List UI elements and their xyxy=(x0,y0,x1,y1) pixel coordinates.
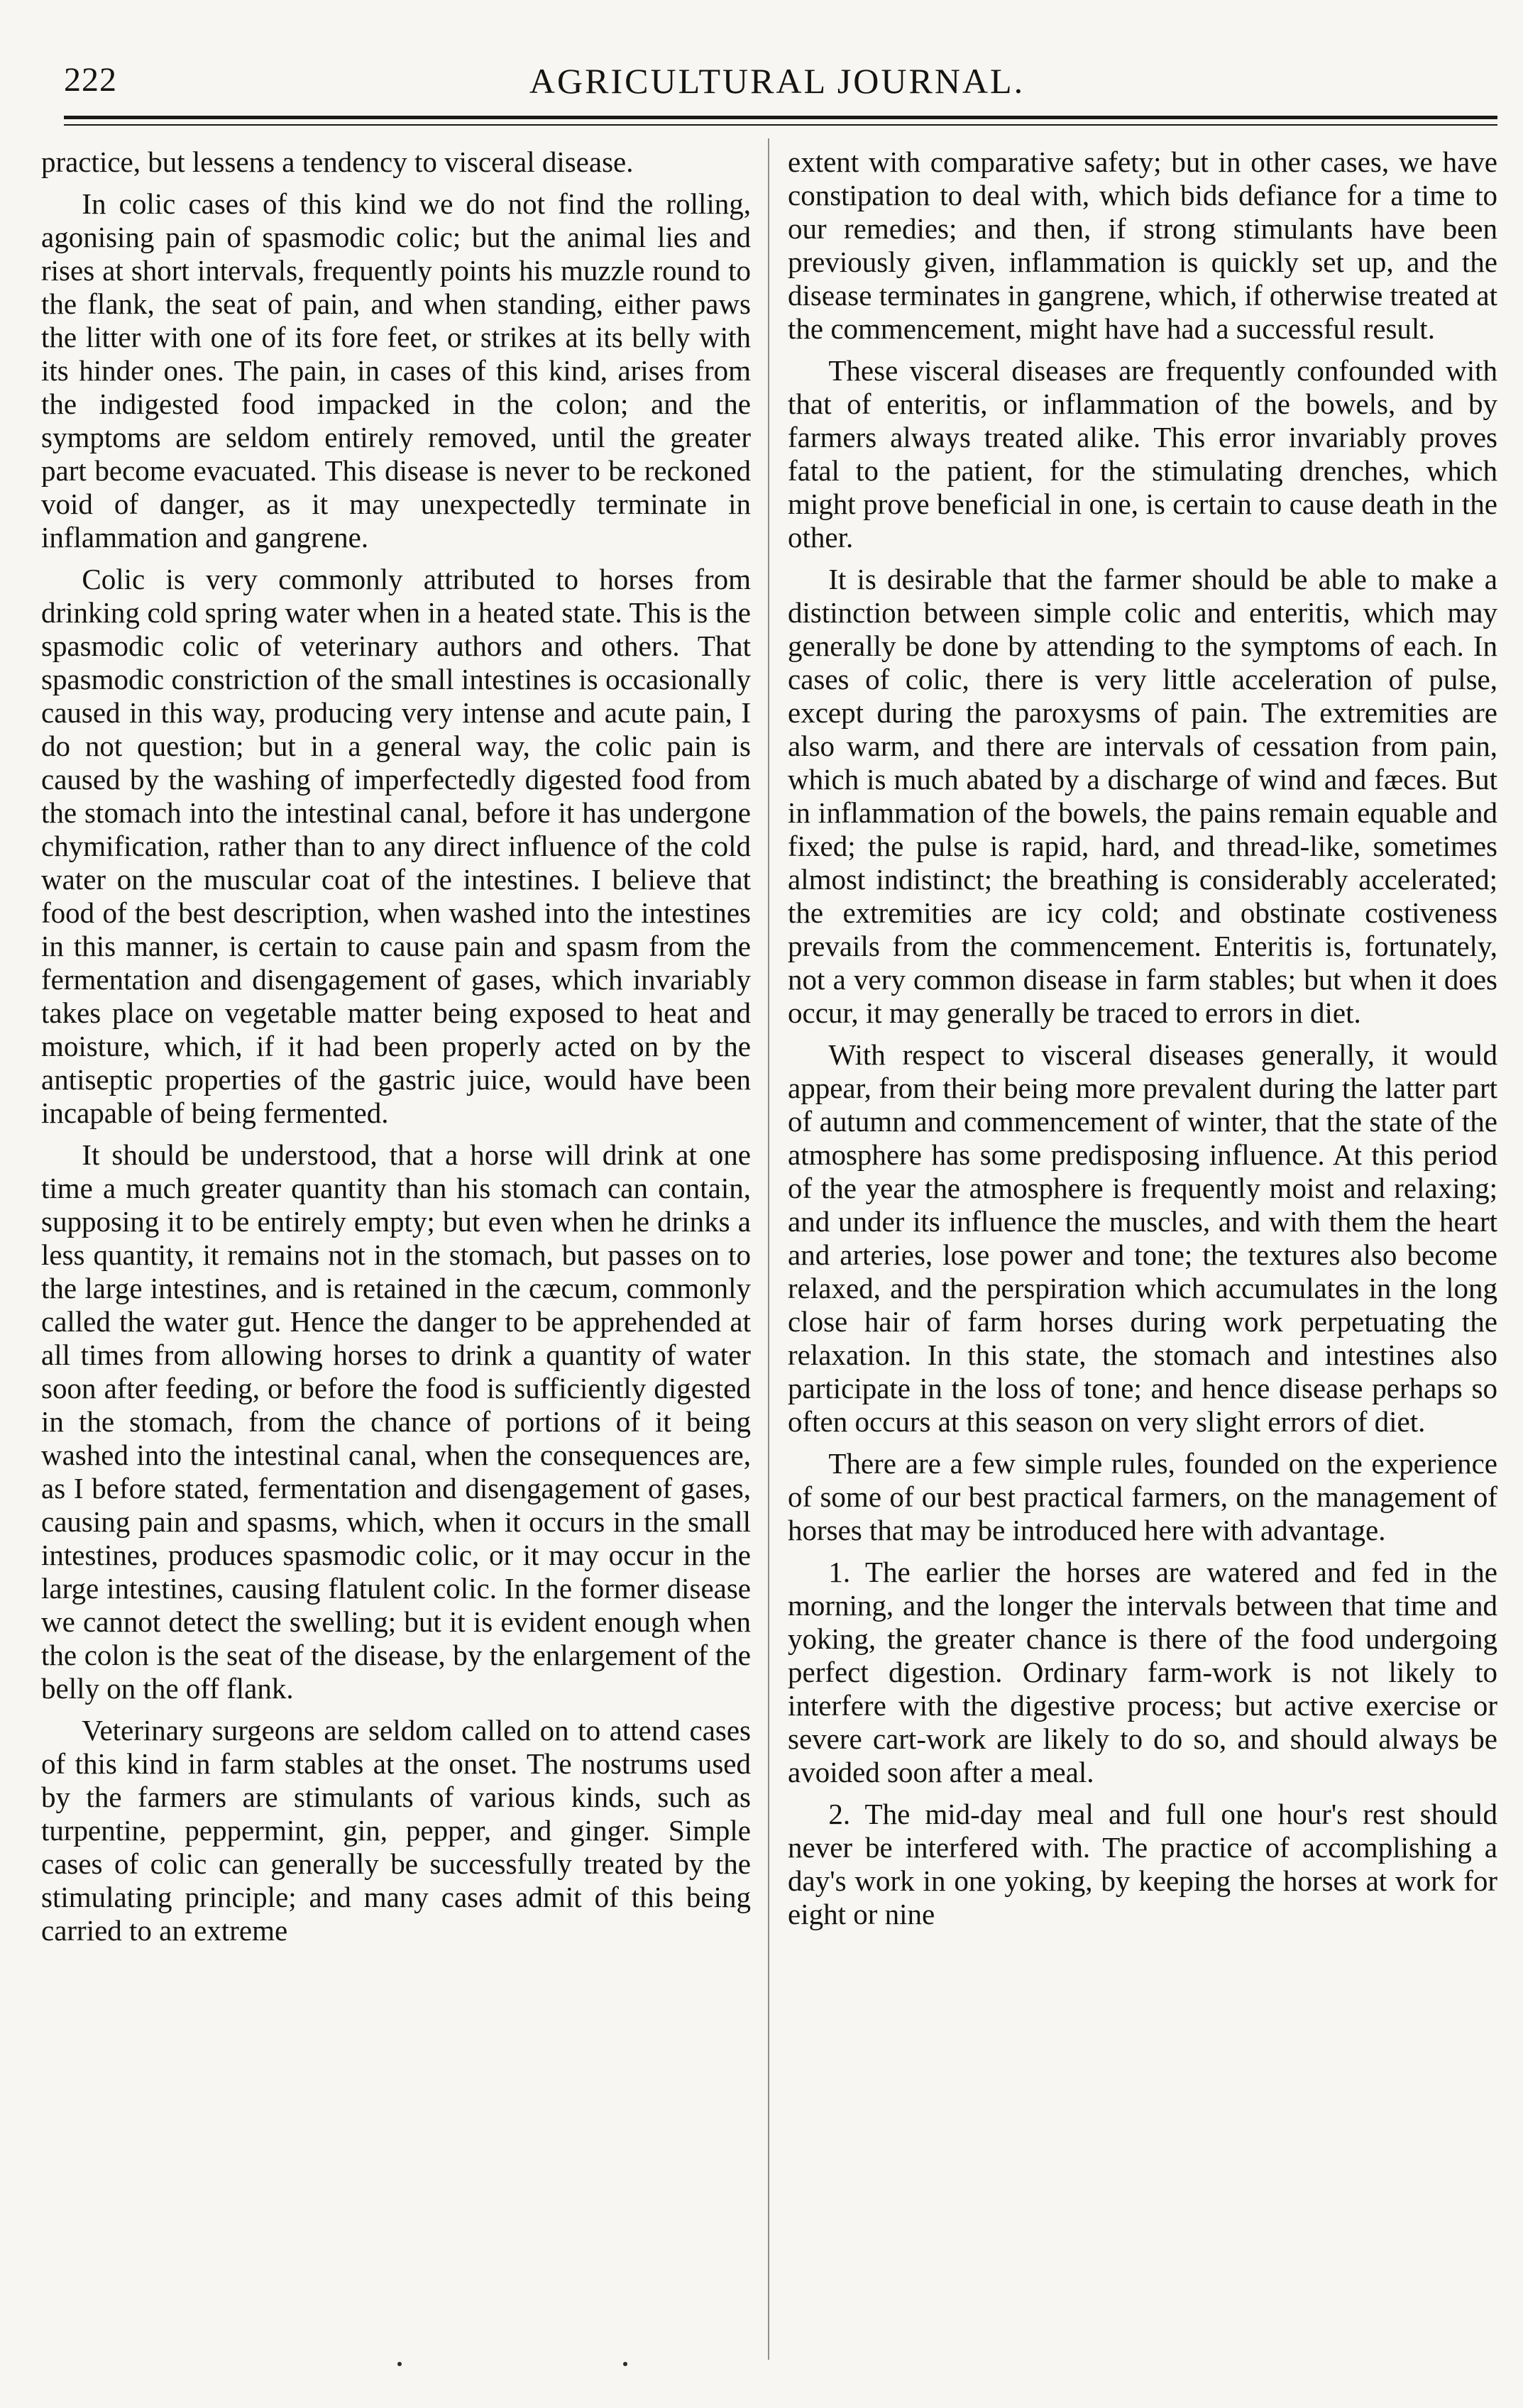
running-title: AGRICULTURAL JOURNAL. xyxy=(529,61,1026,101)
paragraph: Colic is very commonly attributed to horses from drinking cold spring water when in a heated state. This is the spasmodic colic of veterinary authors and others. That spasmodic constriction of the small intestines is occasionally caused in this way, producing very intense and acute pain, I do not question; but in a general way, the colic pain is caused by the washing of imperfectedly digested food from the stomach into the intestinal canal, before it has undergone chymification, rather than to any direct influence of the cold water on the muscular coat of the intestines. I believe that food of the best description, when washed into the intestines in this manner, is certain to cause pain and spasm from the fermentation and disengagement of gases, which invariably takes place on vegetable matter being exposed to heat and moisture, which, if it had been properly acted on by the antiseptic properties of the gastric juice, would have been incapable of being fermented. xyxy=(41,563,751,1129)
header-rule-thin xyxy=(64,124,1497,126)
paragraph: 1. The earlier the horses are watered and fed in the morning, and the longer the intervals between that time and yoking, the greater chance is there of the food undergoing perfect digestion. Ordinary farm-work is not likely to interfere with the digestive process; but active exercise or severe cart-work are likely to do so, and should always be avoided soon after a meal. xyxy=(788,1556,1497,1788)
paragraph: These visceral diseases are frequently confounded with that of enteritis, or inflammation of the bowels, and by farmers always treated alike. This error invariably proves fatal to the patient, for the stimulating drenches, which might prove beneficial in one, is certain to cause death in the other. xyxy=(788,354,1497,554)
page-header xyxy=(64,60,1490,117)
print-speck xyxy=(623,2362,627,2366)
paragraph: In colic cases of this kind we do not find the rolling, agonising pain of spasmodic colic; but the animal lies and rises at short intervals, frequently points his muzzle round to the flank, the seat of pain, and when standing, either paws the litter with one of its fore feet, or strikes at its belly with its hinder ones. The pain, in cases of this kind, arises from the indigested food impacked in the colon; and the symptoms are seldom entirely removed, until the greater part become evacuated. This disease is never to be reckoned void of danger, as it may unexpectedly terminate in inflammation and gangrene. xyxy=(41,187,751,554)
paragraph: 2. The mid-day meal and full one hour's rest should never be interfered with. The practice of accomplishing a day's work in one yoking, by keeping the horses at work for eight or nine xyxy=(788,1798,1497,1930)
column-divider xyxy=(768,138,769,2360)
paragraph: It is desirable that the farmer should be able to make a distinction between simple colic and enteritis, which may generally be done by attending to the symptoms of each. In cases of colic, there is very little acceleration of pulse, except during the paroxysms of pain. The extremities are also warm, and there are intervals of cessation from pain, which is much abated by a discharge of wind and fæces. But in inflammation of the bowels, the pains remain equable and fixed; the pulse is rapid, hard, and thread-like, sometimes almost indistinct; the breathing is considerably accelerated; the extremities are icy cold; and obstinate costiveness prevails from the commencement. Enteritis is, fortunately, not a very common disease in farm stables; but when it does occur, it may generally be traced to errors in diet. xyxy=(788,563,1497,1029)
paragraph: extent with comparative safety; but in other cases, we have constipation to deal with, which bids defiance for a time to our remedies; and then, if strong stimulants have been previously given, inflammation is quickly set up, and the disease terminates in gangrene, which, if otherwise treated at the commencement, might have had a successful result. xyxy=(788,145,1497,345)
paragraph: It should be understood, that a horse will drink at one time a much greater quantity than his stomach can contain, supposing it to be entirely empty; but even when he drinks a less quantity, it remains not in the stomach, but passes on to the large intestines, and is retained in the cæcum, commonly called the water gut. Hence the danger to be apprehended at all times from allowing horses to drink a quantity of water soon after feeding, or before the food is sufficiently digested in the stomach, from the chance of portions of it being washed into the intestinal canal, when the consequences are, as I before stated, fermentation and disengagement of gases, causing pain and spasms, which, when it occurs in the small intestines, produces spasmodic colic, or it may occur in the large intestines, causing flatulent colic. In the former disease we cannot detect the swelling; but it is evident enough when the colon is the seat of the disease, by the enlargement of the belly on the off flank. xyxy=(41,1138,751,1705)
paragraph: There are a few simple rules, founded on the experience of some of our best practical farmers, on the management of horses that may be introduced here with advantage. xyxy=(788,1447,1497,1546)
page-number: 222 xyxy=(64,61,117,99)
print-speck xyxy=(397,2362,402,2366)
left-column xyxy=(41,145,751,1956)
paragraph: Veterinary surgeons are seldom called on to attend cases of this kind in farm stables at the onset. The nostrums used by the farmers are stimulants of various kinds, such as turpentine, peppermint, gin, pepper, and ginger. Simple cases of colic can generally be successfully treated by the stimulating principle; and many cases admit of this being carried to an extreme xyxy=(41,1714,751,1947)
header-rule-thick xyxy=(64,116,1497,119)
paragraph: practice, but lessens a tendency to visceral disease. xyxy=(41,145,634,178)
paragraph: With respect to visceral diseases generally, it would appear, from their being more prevalent during the latter part of autumn and commencement of winter, that the state of the atmosphere has some predisposing influence. At this period of the year the atmosphere is frequently moist and relaxing; and under its influence the muscles, and with them the heart and arteries, lose power and tone; the textures also become relaxed, and the perspiration which accumulates in the long close hair of farm horses during work perpetuating the relaxation. In this state, the stomach and intestines also participate in the loss of tone; and hence disease perhaps so often occurs at this season on very slight errors of diet. xyxy=(788,1038,1497,1438)
right-column xyxy=(788,145,1497,1940)
